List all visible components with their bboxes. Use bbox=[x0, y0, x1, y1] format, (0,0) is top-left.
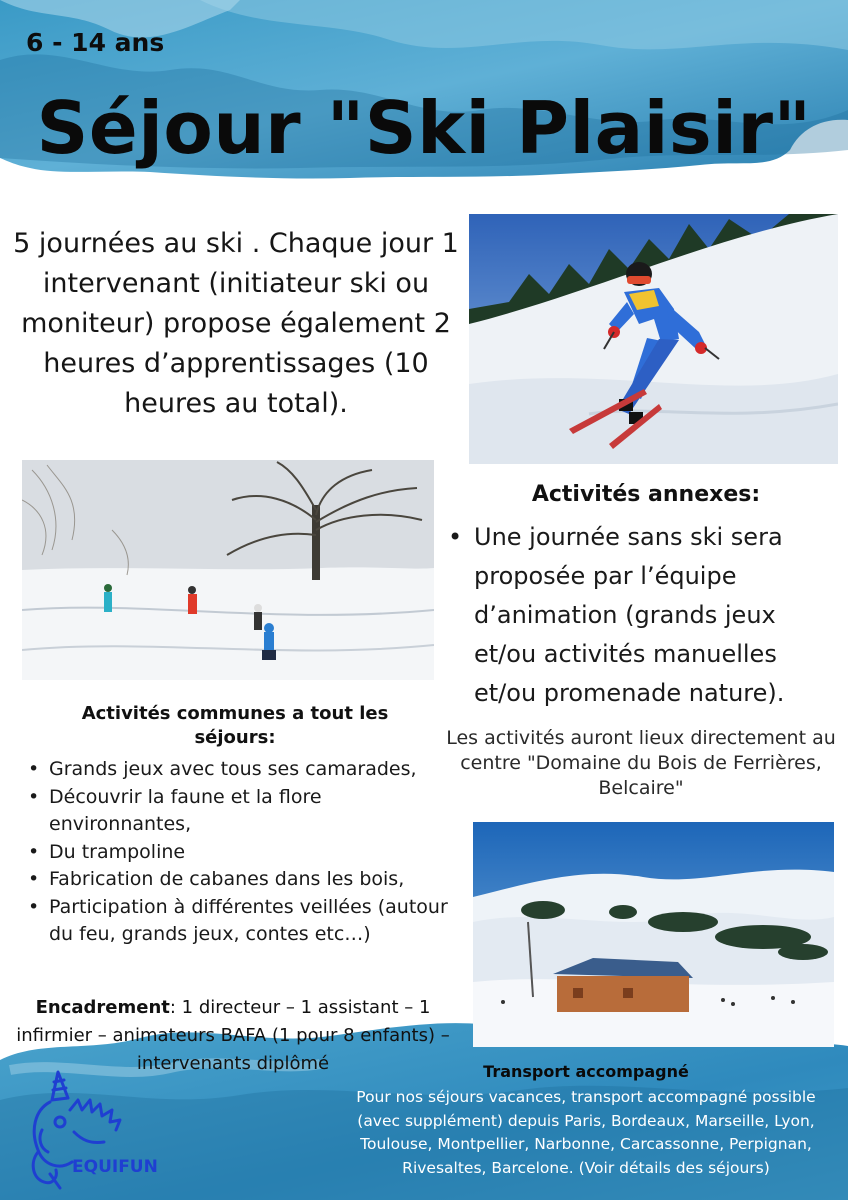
annexes-title: Activités annexes: bbox=[531, 482, 761, 507]
communes-list bbox=[22, 756, 452, 949]
equifun-logo bbox=[20, 1070, 170, 1195]
logo-text: EQUIFUN bbox=[72, 1157, 158, 1177]
encadrement-label: Encadrement bbox=[35, 997, 170, 1018]
page-title: Séjour "Ski Plaisir" bbox=[36, 86, 812, 170]
transport-title: Transport accompagné bbox=[483, 1062, 689, 1081]
transport-text: Pour nos séjours vacances, transport accompagné possible (avec supplément) depuis Paris, Bordeaux, Marseille, Lyon, Toulouse, Montpellier, Narbonne, Carcassonne, Perpignan, Rivesaltes, Barcelone. (Voir détails des séjours) bbox=[356, 1088, 816, 1177]
skier-photo bbox=[469, 214, 838, 464]
encadrement-paragraph bbox=[10, 994, 456, 1078]
annexes-note: Les activités auront lieux directement au centre "Domaine du Bois de Ferrières, Belcaire" bbox=[446, 727, 836, 799]
intro-paragraph: 5 journées au ski . Chaque jour 1 intervenant (initiateur ski ou moniteur) propose également 2 heures d’apprentissages (10 heures au total). bbox=[13, 228, 459, 419]
list-item: • Découvrir la faune et la flore environnantes, bbox=[22, 784, 452, 839]
age-range: 6 - 14 ans bbox=[26, 28, 165, 57]
list-item: • Fabrication de cabanes dans les bois, bbox=[22, 866, 452, 894]
annexes-item: • Une journée sans ski sera proposée par l’équipe d’animation (grands jeux et/ou activités manuelles et/ou promenade nature). bbox=[448, 518, 843, 713]
list-item: • Grands jeux avec tous ses camarades, bbox=[22, 756, 452, 784]
children-skiing-photo bbox=[22, 460, 434, 680]
list-item: • Participation à différentes veillées (autour du feu, grands jeux, contes etc…) bbox=[22, 894, 452, 949]
list-item: • Du trampoline bbox=[22, 839, 452, 867]
annexes-list bbox=[448, 518, 843, 713]
encadrement-text: : 1 directeur – 1 assistant – 1 infirmier – animateurs BAFA (1 pour 8 enfants) – intervenants diplômé bbox=[16, 997, 450, 1074]
ski-resort-photo bbox=[473, 822, 834, 1047]
communes-title: Activités communes a tout les séjours: bbox=[81, 703, 389, 748]
